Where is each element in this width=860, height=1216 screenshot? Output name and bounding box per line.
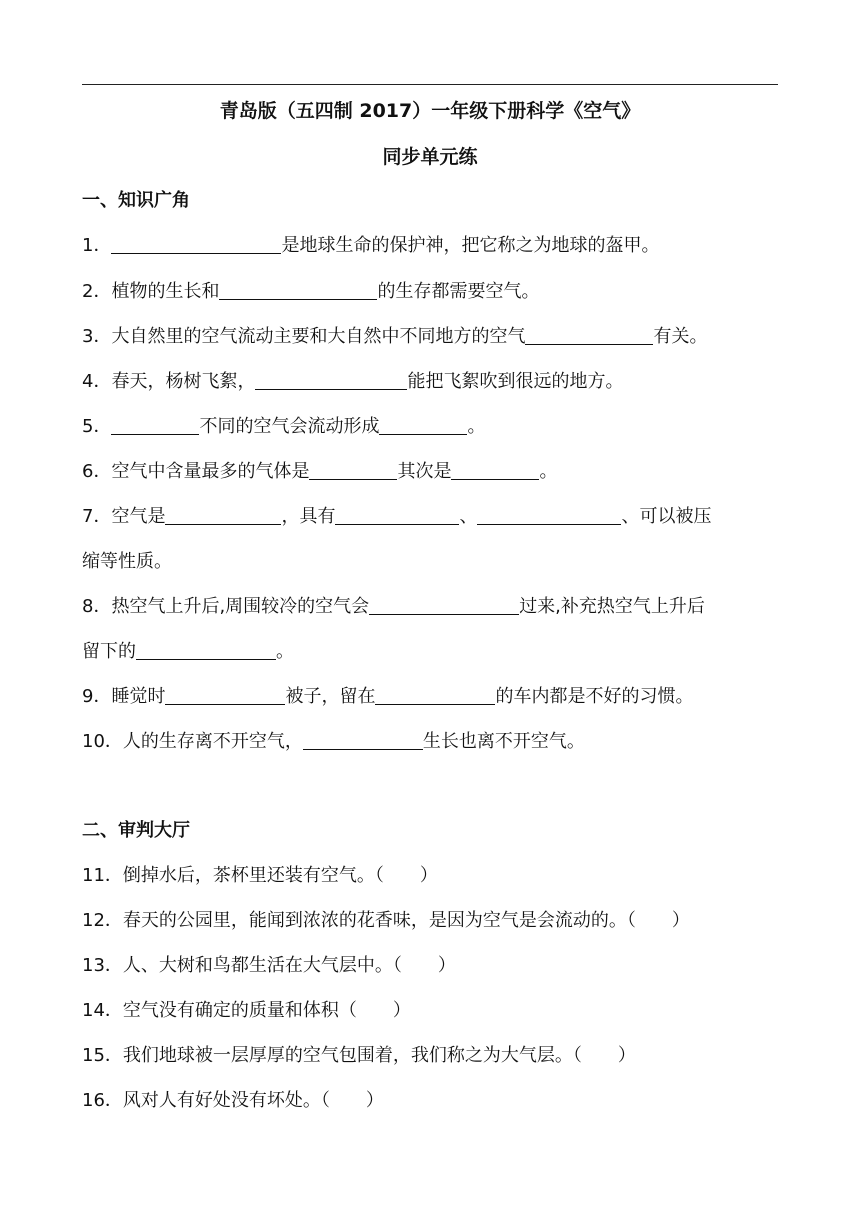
- question-text: 其次是: [397, 461, 452, 482]
- question-text: 热空气上升后,周围较冷的空气会: [111, 596, 370, 617]
- question-number: 4．: [82, 371, 112, 392]
- question-1: [82, 233, 659, 259]
- question-text: 睡觉时: [111, 686, 166, 707]
- answer-blank[interactable]: [165, 504, 281, 525]
- question-8-continued: [82, 639, 294, 665]
- question-13: 13．人、大树和鸟都生活在大气层中。（ ）: [82, 955, 456, 976]
- question-11: 11．倒掉水后，茶杯里还装有空气。（ ）: [82, 865, 438, 886]
- question-text: 能把飞絮吹到很远的地方。: [407, 371, 624, 392]
- question-number: 10．: [82, 731, 123, 752]
- section-heading-2: 二、审判大厅: [82, 820, 190, 841]
- question-text: ，具有: [281, 506, 336, 527]
- question-14: 14．空气没有确定的质量和体积（ ）: [82, 1000, 411, 1021]
- answer-blank[interactable]: [219, 279, 377, 300]
- answer-blank[interactable]: [375, 684, 495, 705]
- answer-blank[interactable]: [136, 639, 276, 660]
- page-title: 青岛版（五四制 2017）一年级下册科学《空气》: [219, 100, 641, 122]
- question-6: [82, 459, 557, 485]
- question-text: 空气是: [111, 506, 166, 527]
- question-text: 有关。: [653, 326, 708, 347]
- answer-blank[interactable]: [477, 504, 621, 525]
- answer-blank[interactable]: [369, 594, 519, 615]
- answer-blank[interactable]: [309, 459, 397, 480]
- question-text: 是地球生命的保护神，把它称之为地球的盔甲。: [281, 235, 660, 256]
- question-text: 、可以被压: [621, 506, 712, 527]
- question-text: 植物的生长和: [111, 281, 220, 302]
- question-number: 5．: [82, 416, 112, 437]
- question-text: 空气中含量最多的气体是: [111, 461, 310, 482]
- question-text: 人的生存离不开空气，: [122, 731, 303, 752]
- question-text: 。: [276, 641, 294, 662]
- page-subtitle: 同步单元练: [382, 146, 478, 168]
- question-2: [82, 279, 539, 305]
- question-number: 9．: [82, 686, 112, 707]
- answer-blank[interactable]: [379, 414, 467, 435]
- answer-blank[interactable]: [525, 324, 653, 345]
- answer-blank[interactable]: [255, 369, 407, 390]
- question-text: 不同的空气会流动形成: [199, 416, 380, 437]
- question-number: 6．: [82, 461, 112, 482]
- question-text: 。: [539, 461, 558, 482]
- question-8: [82, 594, 705, 620]
- answer-blank[interactable]: [111, 414, 199, 435]
- top-rule: [82, 84, 778, 85]
- question-4: [82, 369, 623, 395]
- question-text: 生长也离不开空气。: [422, 731, 585, 752]
- question-text: 春天，杨树飞絮，: [111, 371, 256, 392]
- question-3: [82, 324, 707, 350]
- question-number: 8．: [82, 596, 112, 617]
- question-7-continued: [82, 549, 172, 575]
- question-text: 留下的: [82, 641, 136, 662]
- question-text: 、: [459, 506, 478, 527]
- question-10: [82, 729, 585, 755]
- question-number: 7．: [82, 506, 112, 527]
- question-7: [82, 504, 711, 530]
- question-9: [82, 684, 693, 710]
- question-15: 15．我们地球被一层厚厚的空气包围着，我们称之为大气层。（ ）: [82, 1045, 636, 1066]
- question-text: 过来,补充热空气上升后: [519, 596, 705, 617]
- question-text: 大自然里的空气流动主要和大自然中不同地方的空气: [111, 326, 526, 347]
- answer-blank[interactable]: [111, 233, 281, 254]
- section-heading-1: 一、知识广角: [82, 190, 190, 211]
- question-text: 缩等性质。: [82, 551, 172, 572]
- answer-blank[interactable]: [451, 459, 539, 480]
- question-number: 2．: [82, 281, 112, 302]
- question-12: 12．春天的公园里，能闻到浓浓的花香味，是因为空气是会流动的。（ ）: [82, 910, 690, 931]
- question-text: 。: [467, 416, 486, 437]
- question-text: 被子，留在: [285, 686, 376, 707]
- answer-blank[interactable]: [303, 729, 423, 750]
- question-text: 的生存都需要空气。: [377, 281, 540, 302]
- question-number: 1．: [82, 235, 112, 256]
- question-number: 3．: [82, 326, 112, 347]
- question-5: [82, 414, 485, 440]
- answer-blank[interactable]: [335, 504, 459, 525]
- question-16: 16．风对人有好处没有坏处。（ ）: [82, 1090, 384, 1111]
- answer-blank[interactable]: [165, 684, 285, 705]
- question-text: 的车内都是不好的习惯。: [495, 686, 694, 707]
